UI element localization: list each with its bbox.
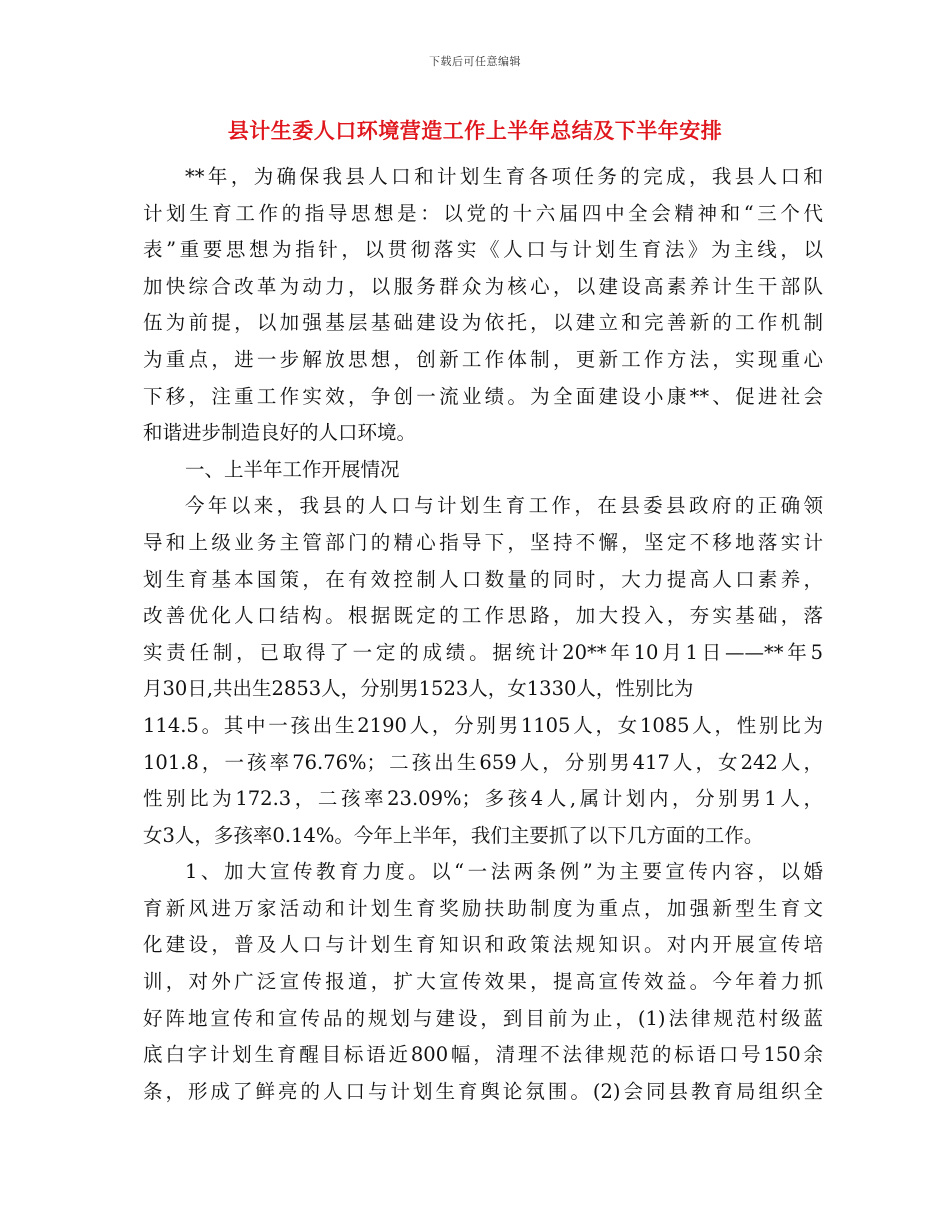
document-title: 县计生委人口环境营造工作上半年总结及下半年安排 xyxy=(227,118,723,143)
paragraph-line: 导和上级业务主管部门的精心指导下，坚持不懈，坚定不移地落实计 xyxy=(143,530,823,554)
paragraph-line: 下移，注重工作实效，争创一流业绩。为全面建设小康**、促进社会 xyxy=(143,384,823,408)
paragraph-line: 表”重要思想为指针，以贯彻落实《人口与计划生育法》为主线，以 xyxy=(143,238,823,262)
paragraph-line: 改善优化人口结构。根据既定的工作思路，加大投入，夯实基础，落 xyxy=(143,604,823,628)
paragraph-line: 划生育基本国策，在有效控制人口数量的同时，大力提高人口素养， xyxy=(143,567,823,591)
paragraph-line: 计划生育工作的指导思想是：以党的十六届四中全会精神和“三个代 xyxy=(143,201,823,225)
paragraph-line: 女3人，多孩率0.14%。今年上半年，我们主要抓了以下几方面的工作。 xyxy=(143,823,764,847)
paragraph-line: 1、加大宣传教育力度。以“一法两条例”为主要宣传内容，以婚 xyxy=(185,860,823,884)
paragraph-line: 为重点，进一步解放思想，创新工作体制，更新工作方法，实现重心 xyxy=(143,347,823,371)
paragraph-line: 月30日,共出生2853人，分别男1523人，女1330人，性别比为 xyxy=(143,677,694,701)
paragraph-line: 实责任制，已取得了一定的成绩。据统计20**年10月1日——**年5 xyxy=(143,640,823,664)
paragraph-line: 训，对外广泛宣传报道，扩大宣传效果，提高宣传效益。今年着力抓 xyxy=(143,970,823,994)
paragraph-line: **年，为确保我县人口和计划生育各项任务的完成，我县人口和 xyxy=(185,165,823,188)
header-note: 下载后可任意编辑 xyxy=(429,55,521,68)
document-body xyxy=(143,159,823,1110)
paragraph-line: 好阵地宣传和宣传品的规划与建设，到目前为止，(1)法律规范村级蓝 xyxy=(143,1006,823,1030)
paragraph-line: 114.5。其中一孩出生2190人，分别男1105人，女1085人，性别比为 xyxy=(143,713,823,737)
paragraph-line: 化建设，普及人口与计划生育知识和政策法规知识。对内开展宣传培 xyxy=(143,933,823,957)
paragraph-line: 育新风进万家活动和计划生育奖励扶助制度为重点，加强新型生育文 xyxy=(143,896,823,920)
paragraph-line: 今年以来，我县的人口与计划生育工作，在县委县政府的正确领 xyxy=(185,494,823,518)
paragraph-line: 性别比为172.3，二孩率23.09%；多孩4人,属计划内，分别男1人， xyxy=(143,787,823,811)
paragraph-line: 和谐进步制造良好的人口环境。 xyxy=(143,421,417,445)
paragraph-line: 条，形成了鲜亮的人口与计划生育舆论氛围。(2)会同县教育局组织全 xyxy=(143,1079,823,1103)
section-heading: 一、上半年工作开展情况 xyxy=(185,457,400,481)
paragraph-line: 底白字计划生育醒目标语近800幅，清理不法律规范的标语口号150余 xyxy=(143,1043,823,1067)
paragraph-line: 101.8，一孩率76.76%；二孩出生659人，分别男417人，女242人， xyxy=(143,750,823,774)
paragraph-line: 加快综合改革为动力，以服务群众为核心，以建设高素养计生干部队 xyxy=(143,274,823,298)
paragraph-line: 伍为前提，以加强基层基础建设为依托，以建立和完善新的工作机制 xyxy=(143,311,823,335)
